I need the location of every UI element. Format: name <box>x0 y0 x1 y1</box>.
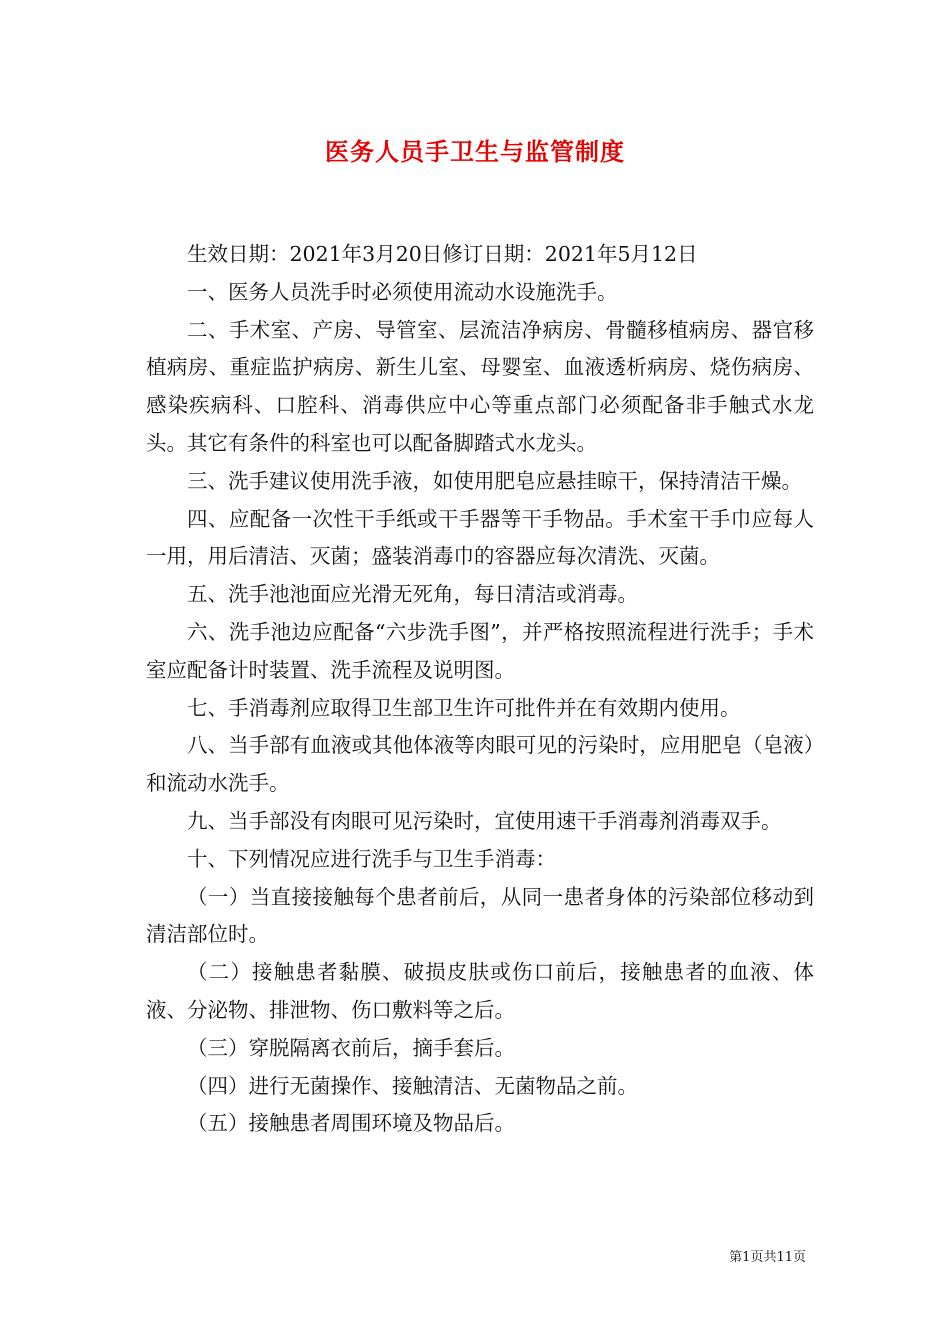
paragraph: 十、下列情况应进行洗手与卫生手消毒： <box>187 846 556 871</box>
paragraph: 一、医务人员洗手时必须使用流动水设施洗手。 <box>187 279 618 304</box>
paragraph: 二、手术室、产房、导管室、层流洁净病房、骨髓移植病房、器官移植病房、重症监护病房、新生儿室、母婴室、血液透析病房、烧伤病房、感染疾病科、口腔科、消毒供应中心等重点部门必须配备非手触式水龙头。其它有条件的科室也可以配备脚踏式水龙头。 <box>146 317 814 455</box>
paragraph: 八、当手部有血液或其他体液等肉眼可见的污染时，应用肥皂（皂液）和流动水洗手。 <box>146 733 814 796</box>
effective-dates-line: 生效日期：2021年3月20日修订日期：2021年5月12日 <box>187 242 698 266</box>
document-body <box>146 236 814 1143</box>
paragraph: （四）进行无菌操作、接触清洁、无菌物品之前。 <box>187 1073 638 1098</box>
document-title: 医务人员手卫生与监管制度 <box>325 137 625 166</box>
paragraph: （一）当直接接触每个患者前后，从同一患者身体的污染部位移动到清洁部位时。 <box>146 884 814 947</box>
paragraph: 六、洗手池边应配备“六步洗手图”，并严格按照流程进行洗手；手术室应配备计时装置、洗手流程及说明图。 <box>146 619 814 682</box>
paragraph: （五）接触患者周围环境及物品后。 <box>187 1111 515 1136</box>
paragraph: 三、洗手建议使用洗手液，如使用肥皂应悬挂晾干，保持清洁干燥。 <box>187 468 802 493</box>
page-number: 第1页共11页 <box>729 1250 806 1265</box>
paragraph: （三）穿脱隔离衣前后，摘手套后。 <box>187 1035 515 1060</box>
paragraph: 九、当手部没有肉眼可见污染时，宜使用速干手消毒剂消毒双手。 <box>187 808 782 833</box>
paragraph: 五、洗手池池面应光滑无死角，每日清洁或消毒。 <box>187 582 638 607</box>
paragraph: 四、应配备一次性干手纸或干手器等干手物品。手术室干手巾应每人一用，用后清洁、灭菌；盛装消毒巾的容器应每次清洗、灭菌。 <box>146 506 814 569</box>
paragraph: 七、手消毒剂应取得卫生部卫生许可批件并在有效期内使用。 <box>187 695 741 720</box>
paragraph: （二）接触患者黏膜、破损皮肤或伤口前后，接触患者的血液、体液、分泌物、排泄物、伤口敷料等之后。 <box>146 960 814 1022</box>
